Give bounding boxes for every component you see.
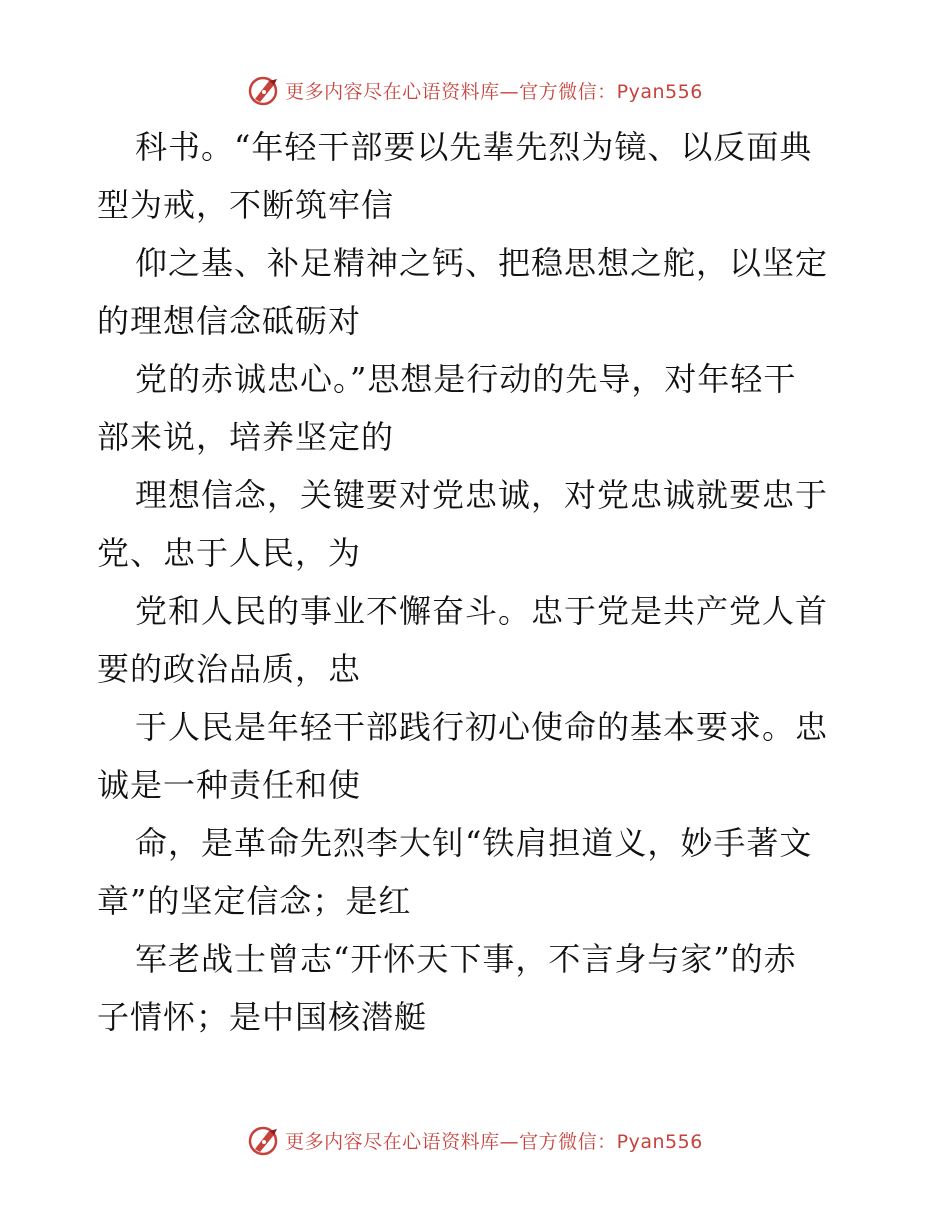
paragraph (97, 118, 857, 234)
paragraph-line: 子情怀；是中国核潜艇 (97, 998, 428, 1036)
header-watermark-banner (0, 70, 950, 110)
paragraph-line: 理想信念，关键要对党忠诚，对党忠诚就要忠于 (135, 476, 829, 514)
paragraph (97, 234, 857, 350)
document-body (97, 118, 857, 1046)
paragraph (97, 350, 857, 466)
header-banner-text: 更多内容尽在心语资料库—官方微信：Pyan556 (285, 80, 703, 103)
footer-banner-text: 更多内容尽在心语资料库—官方微信：Pyan556 (285, 1130, 703, 1153)
paragraph (97, 582, 857, 698)
pen-nib-logo-icon (247, 73, 281, 107)
paragraph-line: 于人民是年轻干部践行初心使命的基本要求。忠 (135, 708, 829, 746)
paragraph (97, 930, 857, 1046)
paragraph-line: 仰之基、补足精神之钙、把稳思想之舵，以坚定 (135, 244, 829, 282)
paragraph-line: 部来说，培养坚定的 (97, 418, 395, 456)
paragraph-line: 的理想信念砥砺对 (97, 302, 362, 340)
paragraph-line: 型为戒，不断筑牢信 (97, 186, 395, 224)
paragraph-line: 诚是一种责任和使 (97, 766, 362, 804)
paragraph-line: 军老战士曾志“开怀天下事，不言身与家”的赤 (135, 940, 797, 978)
paragraph (97, 698, 857, 814)
paragraph-line: 党的赤诚忠心。”思想是行动的先导，对年轻干 (135, 360, 797, 398)
footer-watermark-banner (0, 1120, 950, 1160)
paragraph-line: 党、忠于人民，为 (97, 534, 362, 572)
paragraph-line: 章”的坚定信念；是红 (97, 882, 412, 920)
paragraph-line: 要的政治品质，忠 (97, 650, 362, 688)
paragraph-line: 命，是革命先烈李大钊“铁肩担道义，妙手著文 (135, 824, 813, 862)
paragraph (97, 814, 857, 930)
pen-nib-logo-icon (247, 1123, 281, 1157)
paragraph (97, 466, 857, 582)
paragraph-line: 党和人民的事业不懈奋斗。忠于党是共产党人首 (135, 592, 829, 630)
paragraph-line: 科书。“年轻干部要以先辈先烈为镜、以反面典 (135, 128, 813, 166)
